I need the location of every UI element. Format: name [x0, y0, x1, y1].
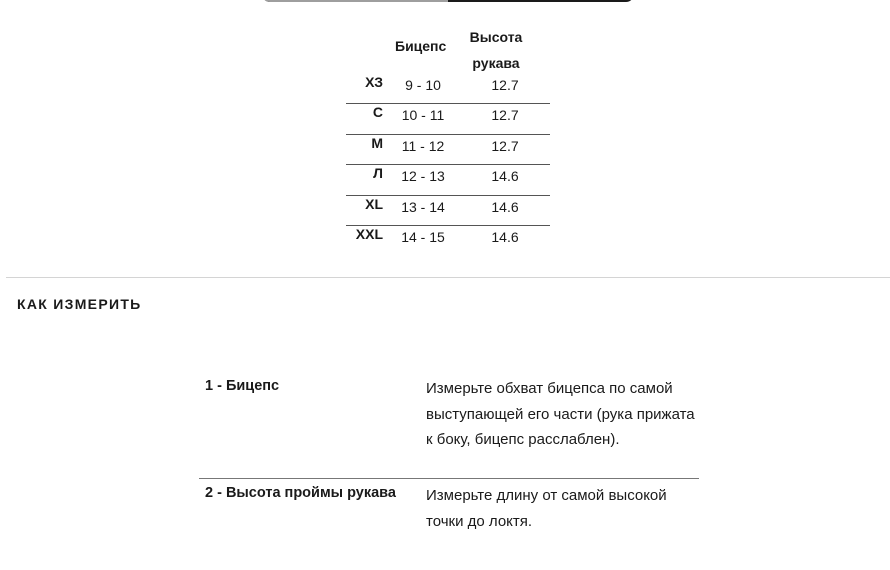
table-row [346, 104, 550, 134]
table-row [346, 165, 550, 195]
header-height-line1: Высота [469, 29, 523, 45]
table-row [346, 135, 550, 165]
measure-label: 2 - Высота проймы рукава [205, 485, 396, 501]
height-cell: 14.6 [491, 168, 519, 185]
biceps-cell: 14 - 15 [401, 228, 445, 245]
size-cell: XXL [355, 225, 383, 242]
height-cell: 12.7 [491, 77, 519, 93]
measure-label: 1 - Бицепс [205, 378, 280, 394]
header-sleeve-height [456, 24, 536, 76]
size-cell: С [372, 104, 383, 121]
header-height-line2: рукава [472, 55, 520, 71]
list-item [199, 479, 699, 539]
biceps-cell: 10 - 11 [401, 107, 445, 124]
header-biceps: Бицепс [395, 38, 447, 54]
size-cell: XL [365, 195, 383, 212]
size-table-header [346, 20, 550, 74]
size-cell: Л [373, 165, 383, 182]
size-toggle-pill[interactable] [262, 0, 634, 2]
biceps-cell: 11 - 12 [401, 137, 445, 154]
height-cell: 12.7 [491, 107, 519, 124]
toggle-left-half[interactable] [262, 0, 448, 2]
table-row [346, 74, 550, 104]
list-item [199, 370, 699, 479]
measure-description: Измерьте длину от самой высокой точки до локтя. [426, 487, 667, 530]
biceps-cell: 9 - 10 [405, 77, 441, 93]
height-cell: 14.6 [491, 228, 519, 245]
size-cell: ХЗ [365, 74, 383, 90]
size-chart-table [346, 20, 550, 256]
section-divider [6, 277, 890, 278]
table-row [346, 196, 550, 226]
biceps-cell: 12 - 13 [401, 168, 445, 185]
size-cell: М [371, 134, 383, 151]
how-to-measure-title: КАК ИЗМЕРИТЬ [17, 296, 142, 312]
measure-description: Измерьте обхват бицепса по самой выступающей его части (рука прижата к боку, бицепс расслаблен). [426, 380, 695, 448]
height-cell: 14.6 [491, 198, 519, 215]
measure-instructions [199, 370, 699, 539]
height-cell: 12.7 [491, 137, 519, 154]
biceps-cell: 13 - 14 [401, 198, 445, 215]
table-row [346, 226, 550, 256]
